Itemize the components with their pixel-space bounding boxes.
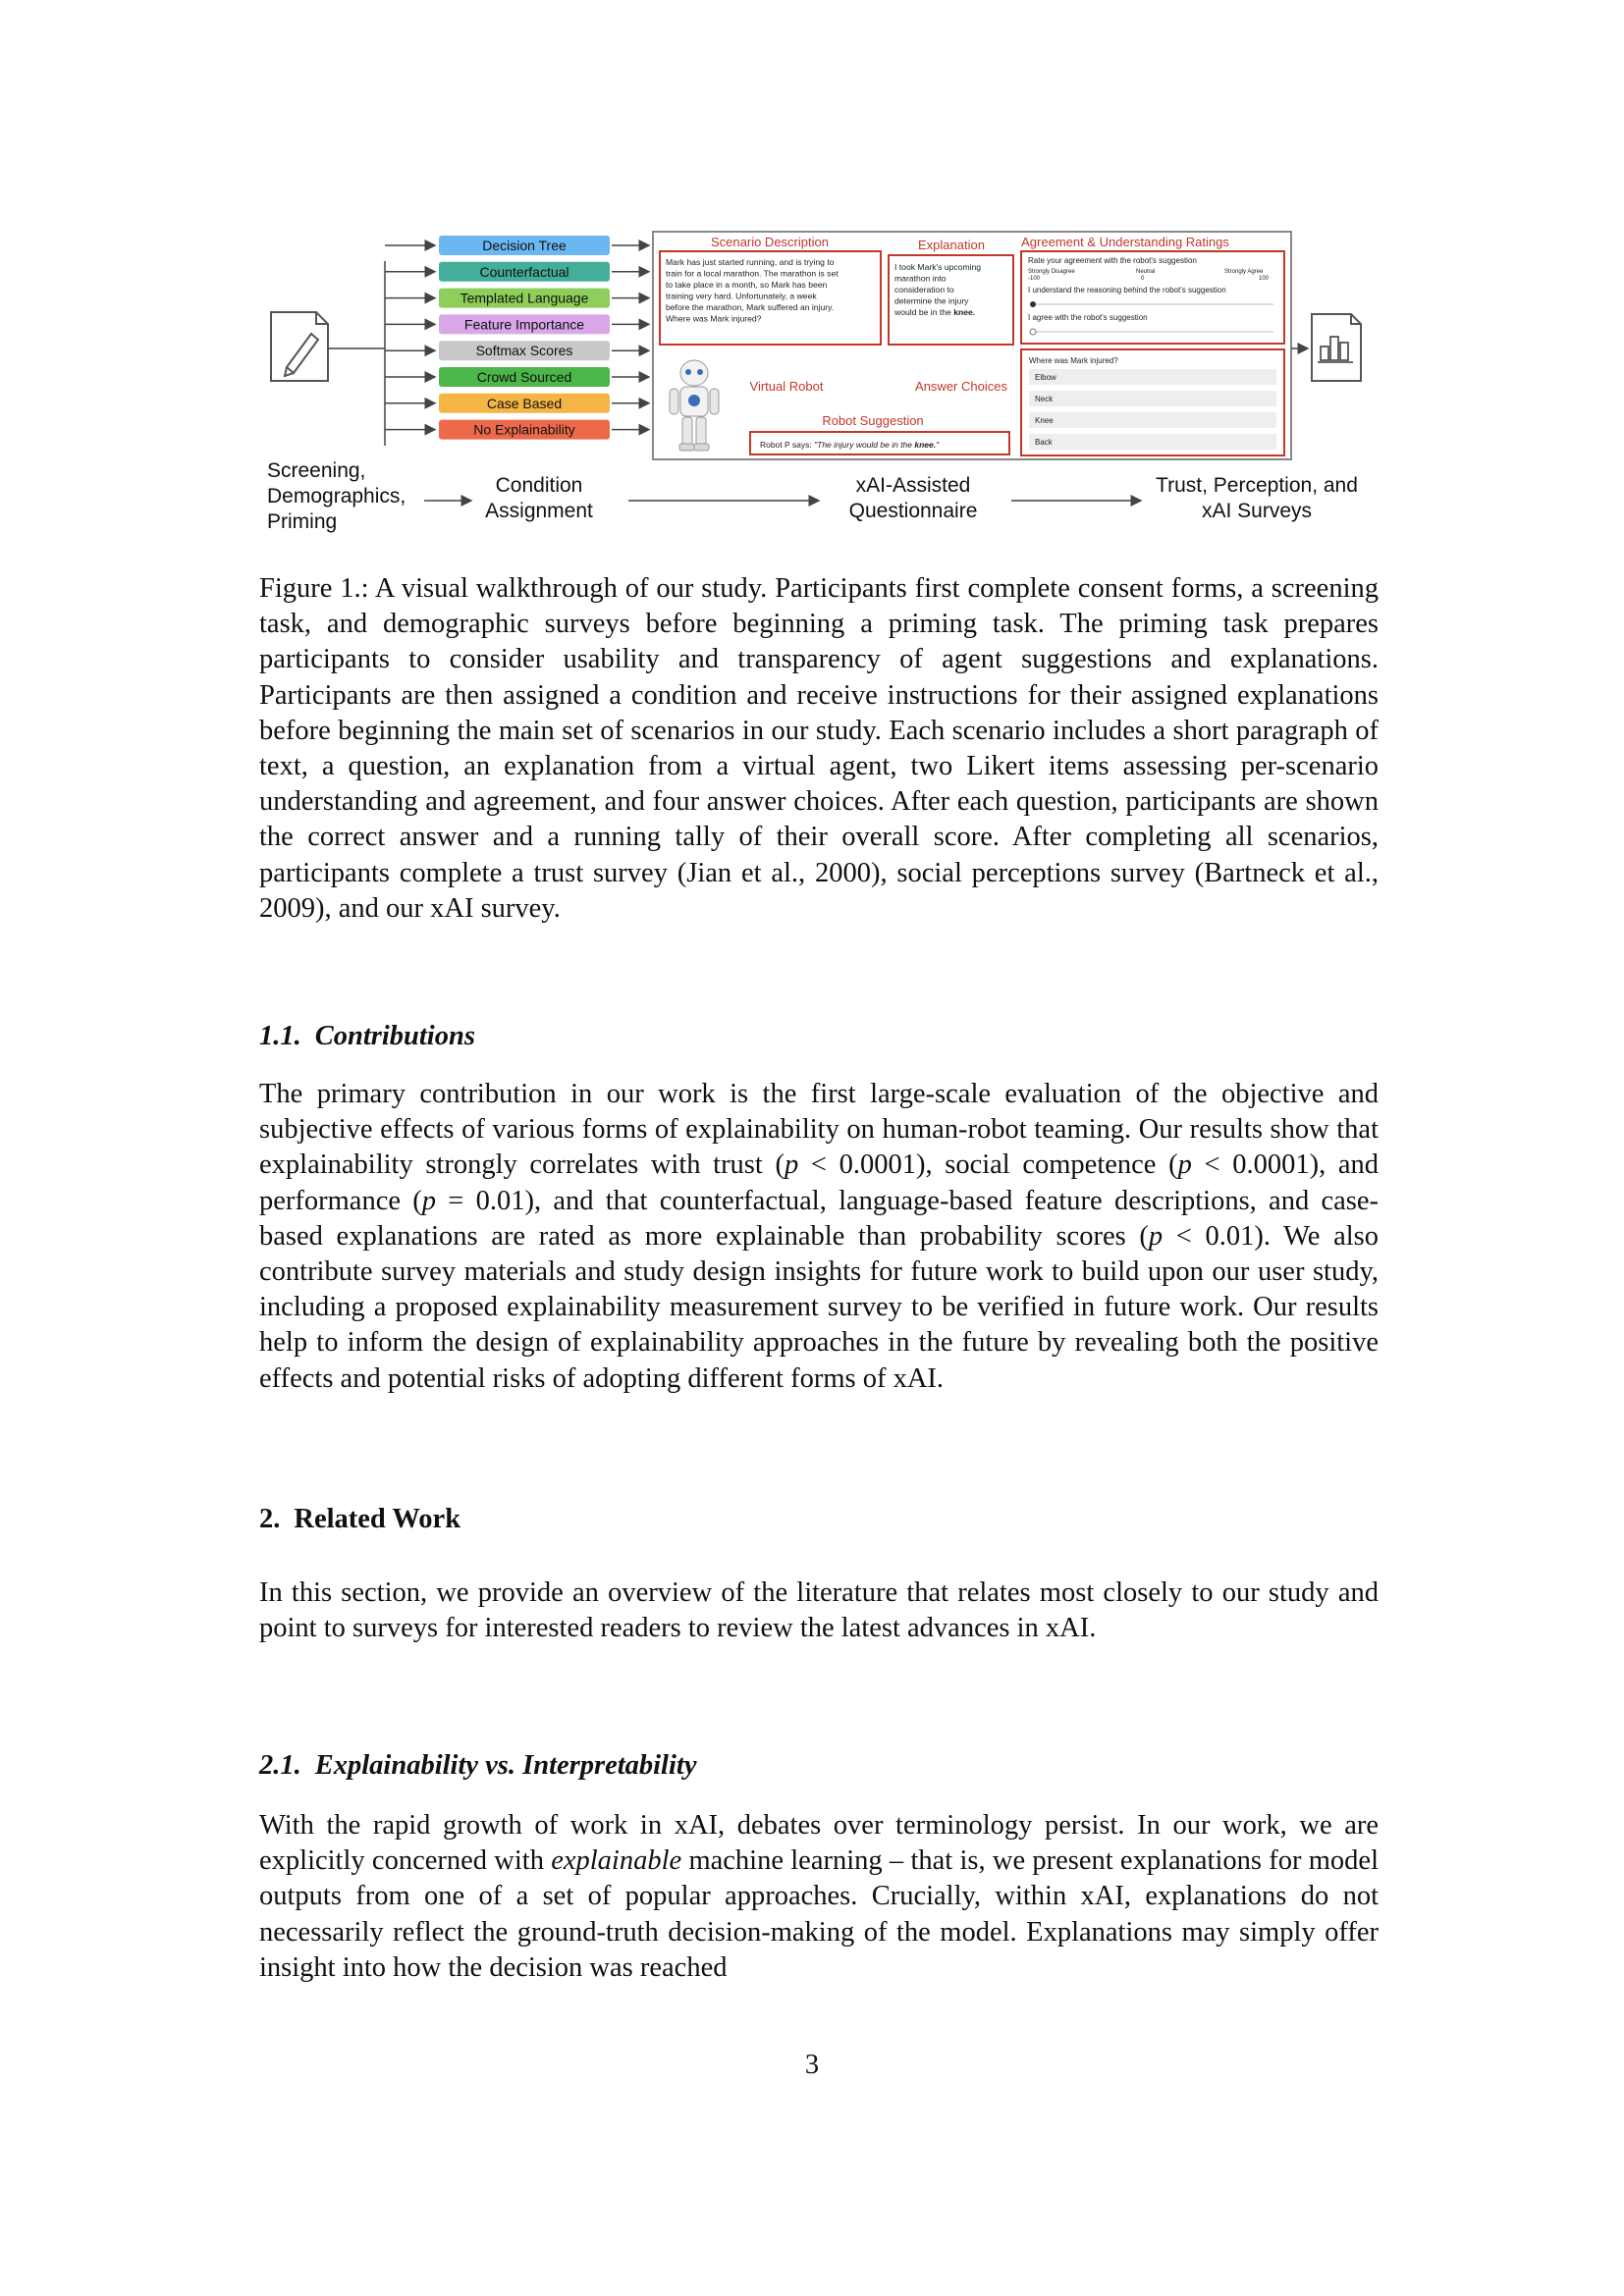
rating-value-mid: 0 (1141, 276, 1145, 282)
answer-option-bg (1029, 391, 1276, 406)
chart-document-icon (1312, 314, 1361, 381)
condition-pill (439, 341, 610, 360)
text-span: machine learning – that is, we present explanations for model outputs from one of a set of popular approaches. Crucially, within xAI, explanations do not necessarily reflect the ground-truth decision-making of the model. Explanations may simply offer insight into how the decision was reached (259, 1845, 1379, 1983)
virtual-robot-label: Virtual Robot (749, 379, 824, 394)
answer-option (1029, 412, 1276, 428)
heading-title: Explainability vs. Interpretability (314, 1750, 697, 1781)
stage-screening-1: Screening, (267, 459, 366, 482)
explanation-line: consideration to (894, 285, 954, 294)
text-span: < 0.0001), social competence ( (798, 1149, 1178, 1181)
rating-value-low: -100 (1028, 276, 1041, 282)
scenario-line: Where was Mark injured? (666, 313, 762, 324)
rating-scale-low: Strongly Disagree (1028, 269, 1075, 275)
answer-choices-label: Answer Choices (915, 379, 1007, 394)
explanation-line: determine the injury (894, 295, 969, 306)
condition-pill (439, 420, 610, 440)
pill-arrows (612, 245, 649, 430)
scenario-line: Mark has just started running, and is trying to (666, 257, 835, 267)
condition-list (439, 236, 610, 440)
answer-option-bg (1029, 369, 1276, 385)
robot-suggestion-label: Robot Suggestion (822, 413, 924, 428)
scenario-title: Scenario Description (711, 235, 829, 249)
math-var: p (1177, 1149, 1192, 1181)
stage-screening-3: Priming (267, 510, 338, 533)
page-number: 3 (804, 2050, 820, 2080)
stage-questionnaire-2: Questionnaire (848, 500, 978, 522)
stage-questionnaire-1: xAI-Assisted (855, 474, 971, 497)
explanation-line: I took Mark's upcoming (894, 262, 982, 272)
condition-pill (439, 314, 610, 334)
stage-surveys-1: Trust, Perception, and (1156, 474, 1358, 497)
answer-option-label: Elbow (1035, 373, 1056, 382)
math-var: p (1148, 1220, 1164, 1252)
rating-slider-thumb-2 (1030, 329, 1036, 335)
heading-title: Related Work (294, 1504, 461, 1534)
heading-number: 1.1. (259, 1021, 301, 1051)
explanation-title: Explanation (918, 238, 985, 252)
rating-scale-high: Strongly Agree (1224, 269, 1264, 275)
branch-arrows (385, 245, 435, 430)
answer-question: Where was Mark injured? (1029, 356, 1118, 365)
text-span: With the rapid growth of work in xAI, debates over terminology persist. In our work, we are explicitly concerned with (259, 1810, 1379, 1877)
rating-question-2: I understand the reasoning behind the robot's suggestion (1028, 286, 1226, 294)
figure-diagram (257, 224, 1377, 548)
answer-option (1029, 434, 1276, 450)
paragraph-explainability (259, 1808, 1379, 1986)
condition-label: No Explainability (473, 421, 575, 438)
answer-option-bg (1029, 434, 1276, 450)
condition-label: Templated Language (460, 290, 589, 306)
stage-condition-1: Condition (495, 474, 583, 497)
rating-slider-thumb-1 (1030, 301, 1036, 307)
answer-option-bg (1029, 412, 1276, 428)
stage-condition-2: Assignment (485, 500, 593, 522)
condition-label: Feature Importance (463, 316, 585, 333)
math-var: p (421, 1185, 436, 1216)
heading-number: 2.1. (259, 1750, 301, 1781)
heading-title: Contributions (314, 1021, 475, 1051)
rating-question-3: I agree with the robot's suggestion (1028, 313, 1148, 322)
scenario-line: to take place in a month, so Mark has been (666, 280, 828, 290)
ratings-title: Agreement & Understanding Ratings (1021, 235, 1229, 249)
condition-pill (439, 262, 610, 282)
condition-pill (439, 289, 610, 308)
robot-suggestion-text: Robot P says: "The injury would be in the knee." (760, 440, 940, 450)
heading-explainability-interpretability (259, 1750, 696, 1782)
condition-pill (439, 394, 610, 413)
condition-label: Decision Tree (482, 238, 567, 253)
rating-value-high: 100 (1259, 276, 1270, 282)
rating-scale-mid: Neutral (1136, 269, 1156, 275)
stage-labels (267, 459, 1358, 533)
ratings-box (1021, 251, 1284, 344)
paragraph-contributions (259, 1077, 1379, 1397)
answer-option-label: Knee (1035, 416, 1054, 425)
condition-label: Crowd Sourced (476, 369, 572, 385)
heading-number: 2. (259, 1504, 281, 1534)
paragraph-related-work: In this section, we provide an overview of the literature that relates most closely to our study and point to surveys for interested readers to review the latest advances in xAI. (259, 1577, 1379, 1644)
text-span: = 0.01), and that counterfactual, language-based feature descriptions, and case-based explanations are rated as more explainable than probability scores ( (259, 1185, 1379, 1252)
explanation-line: would be in the knee. (894, 307, 976, 317)
text-span: < 0.01). We also contribute survey materials and study design insights for future work to build upon our user study, including a proposed explainability measurement survey to be verified in future work. Our results help to inform the design of explainability approaches in the future by revealing both the positive effects and potential risks of adopting different forms of xAI. (259, 1220, 1379, 1394)
explanation-line: marathon into (894, 273, 947, 284)
math-var: p (784, 1149, 799, 1181)
condition-label: Counterfactual (479, 263, 569, 280)
study-walkthrough-figure (257, 224, 1377, 548)
condition-pill (439, 236, 610, 255)
scenario-line: before the marathon, Mark suffered an injury. (666, 302, 835, 312)
answer-option (1029, 369, 1276, 385)
answer-option-label: Back (1035, 438, 1053, 447)
answer-option-label: Neck (1035, 395, 1054, 403)
condition-label: Case Based (486, 395, 563, 411)
answer-option (1029, 391, 1276, 406)
rating-question-1: Rate your agreement with the robot's suggestion (1028, 256, 1197, 265)
scenario-line: training very hard. Unfortunately, a week (666, 291, 817, 301)
heading-contributions (259, 1021, 475, 1052)
figure-caption: Figure 1.: A visual walkthrough of our study. Participants first complete consent forms, a screening task, and demographic surveys before beginning a priming task. The priming task prepares participants to consider usability and transparency of agent suggestions and explanations. Participants are then assigned a condition and receive instructions for their assigned explanations before beginning the main set of scenarios in our study. Each scenario includes a short paragraph of text, a question, an explanation from a virtual agent, two Likert items assessing per-scenario understanding and agreement, and four answer choices. After each question, participants are shown the correct answer and a running tally of their overall score. After completing all scenarios, participants complete a trust survey (Jian et al., 2000), social perceptions survey (Bartneck et al., 2009), and our xAI survey. (259, 573, 1379, 924)
scenario-line: train for a local marathon. The marathon is set (666, 268, 839, 279)
heading-related-work (259, 1504, 460, 1535)
stage-screening-2: Demographics, (267, 485, 406, 507)
condition-label: Softmax Scores (475, 343, 573, 359)
text-span: The primary contribution in our work is the first large-scale evaluation of the objective and subjective effects of various forms of explainability on human-robot teaming. Our results show that explainability strongly correlates with trust ( (259, 1079, 1379, 1181)
document-pen-icon (271, 312, 328, 381)
stage-surveys-2: xAI Surveys (1201, 500, 1313, 522)
condition-pill (439, 367, 610, 387)
emphasis: explainable (551, 1845, 682, 1877)
text-span: < 0.0001), and performance ( (259, 1149, 1380, 1216)
